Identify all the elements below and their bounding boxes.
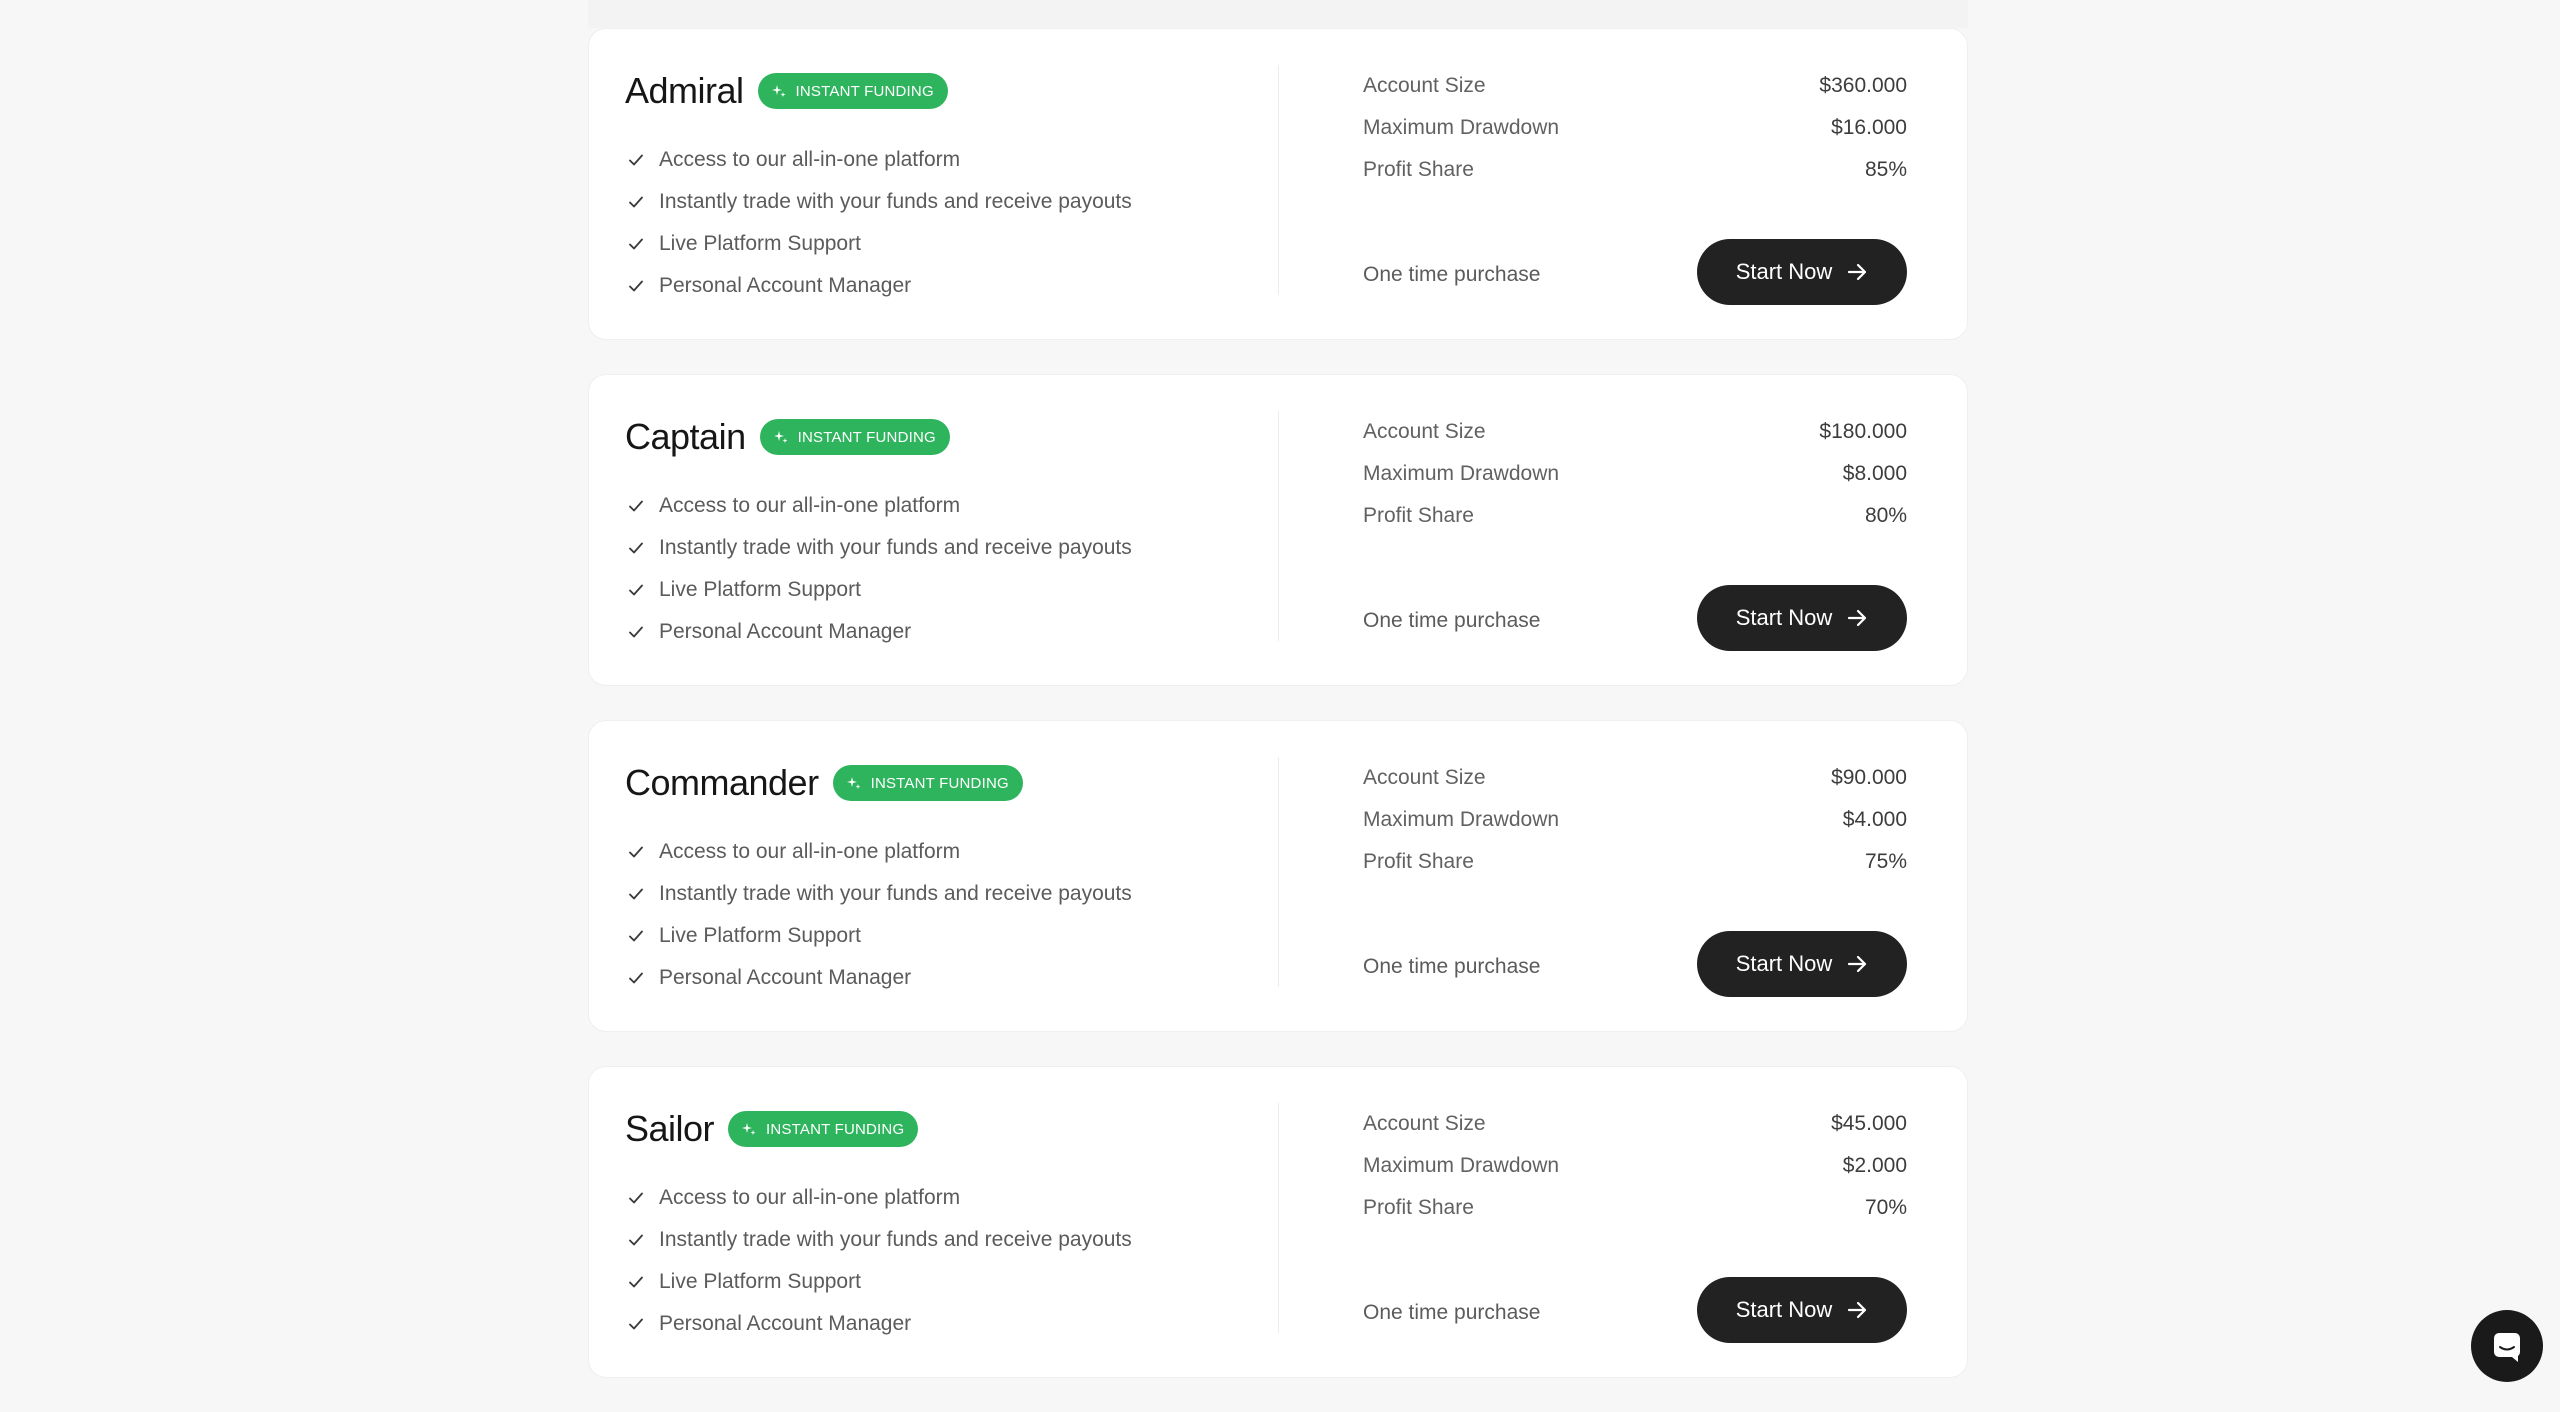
purchase-type: One time purchase bbox=[1363, 263, 1541, 286]
feature-item bbox=[625, 527, 1265, 569]
feature-text: Instantly trade with your funds and receive payouts bbox=[659, 190, 1132, 213]
sparkle-icon bbox=[774, 430, 788, 444]
purchase-type: One time purchase bbox=[1363, 609, 1541, 632]
plan-title-row bbox=[625, 409, 1265, 465]
spec-row-profit-share bbox=[1363, 149, 1907, 191]
check-icon bbox=[627, 1231, 645, 1249]
spec-row-account-size bbox=[1363, 411, 1907, 453]
spec-value: $4.000 bbox=[1842, 808, 1907, 831]
spec-label: Account Size bbox=[1363, 420, 1486, 443]
spec-label: Profit Share bbox=[1363, 850, 1474, 873]
instant-funding-badge bbox=[758, 73, 948, 109]
chat-launcher-button[interactable] bbox=[2471, 1310, 2543, 1382]
start-now-button[interactable] bbox=[1697, 585, 1907, 651]
spec-label: Account Size bbox=[1363, 1112, 1486, 1135]
spec-label: Profit Share bbox=[1363, 1196, 1474, 1219]
plan-info bbox=[625, 63, 1265, 307]
plan-name: Captain bbox=[625, 416, 746, 457]
spec-label: Maximum Drawdown bbox=[1363, 1154, 1560, 1177]
check-icon bbox=[627, 623, 645, 641]
plan-name: Commander bbox=[625, 762, 819, 803]
sparkle-icon bbox=[742, 1122, 756, 1136]
start-now-button[interactable] bbox=[1697, 1277, 1907, 1343]
spec-label: Account Size bbox=[1363, 766, 1486, 789]
feature-item bbox=[625, 831, 1265, 873]
feature-item bbox=[625, 1177, 1265, 1219]
feature-item bbox=[625, 139, 1265, 181]
plan-info bbox=[625, 409, 1265, 653]
check-icon bbox=[627, 1315, 645, 1333]
spec-value: 85% bbox=[1864, 158, 1907, 181]
feature-text: Live Platform Support bbox=[659, 1270, 861, 1293]
plan-info bbox=[625, 755, 1265, 999]
feature-item bbox=[625, 265, 1265, 307]
card-divider bbox=[1278, 411, 1279, 641]
check-icon bbox=[627, 969, 645, 987]
purchase-row bbox=[1363, 1277, 1907, 1343]
feature-text: Access to our all-in-one platform bbox=[659, 1186, 961, 1209]
instant-funding-badge bbox=[833, 765, 1023, 801]
spec-row-max-drawdown bbox=[1363, 453, 1907, 495]
plan-card-captain bbox=[588, 374, 1968, 686]
feature-item bbox=[625, 223, 1265, 265]
spec-row-profit-share bbox=[1363, 1187, 1907, 1229]
plan-name: Admiral bbox=[625, 70, 744, 111]
feature-item bbox=[625, 1219, 1265, 1261]
purchase-row bbox=[1363, 239, 1907, 305]
check-icon bbox=[627, 927, 645, 945]
spec-value: $180.000 bbox=[1819, 420, 1907, 443]
instant-funding-badge bbox=[728, 1111, 918, 1147]
plan-specs bbox=[1363, 757, 1907, 997]
feature-list bbox=[625, 1177, 1265, 1345]
plan-title-row bbox=[625, 63, 1265, 119]
feature-item bbox=[625, 1303, 1265, 1345]
feature-text: Instantly trade with your funds and receive payouts bbox=[659, 882, 1132, 905]
spec-label: Maximum Drawdown bbox=[1363, 808, 1560, 831]
spec-value: $90.000 bbox=[1831, 766, 1907, 789]
spec-label: Profit Share bbox=[1363, 504, 1474, 527]
badge-label: INSTANT FUNDING bbox=[766, 1120, 905, 1138]
instant-funding-badge bbox=[760, 419, 950, 455]
spec-label: Account Size bbox=[1363, 74, 1486, 97]
spec-value: $360.000 bbox=[1819, 74, 1907, 97]
spec-row-max-drawdown bbox=[1363, 107, 1907, 149]
plan-specs bbox=[1363, 411, 1907, 651]
card-divider bbox=[1278, 757, 1279, 987]
arrow-right-icon bbox=[1846, 1299, 1868, 1321]
spec-label: Maximum Drawdown bbox=[1363, 462, 1560, 485]
plan-info bbox=[625, 1101, 1265, 1345]
feature-item bbox=[625, 485, 1265, 527]
button-label: Start Now bbox=[1735, 1297, 1833, 1322]
chat-icon bbox=[2490, 1329, 2524, 1363]
start-now-button[interactable] bbox=[1697, 239, 1907, 305]
start-now-button[interactable] bbox=[1697, 931, 1907, 997]
check-icon bbox=[627, 193, 645, 211]
spec-row-profit-share bbox=[1363, 495, 1907, 537]
spec-row-profit-share bbox=[1363, 841, 1907, 883]
feature-item bbox=[625, 611, 1265, 653]
spec-label: Maximum Drawdown bbox=[1363, 116, 1560, 139]
purchase-type: One time purchase bbox=[1363, 955, 1541, 978]
sparkle-icon bbox=[847, 776, 861, 790]
check-icon bbox=[627, 151, 645, 169]
feature-item bbox=[625, 873, 1265, 915]
check-icon bbox=[627, 843, 645, 861]
feature-list bbox=[625, 831, 1265, 999]
check-icon bbox=[627, 539, 645, 557]
arrow-right-icon bbox=[1846, 607, 1868, 629]
badge-label: INSTANT FUNDING bbox=[870, 774, 1009, 792]
card-divider bbox=[1278, 1103, 1279, 1333]
card-divider bbox=[1278, 65, 1279, 295]
spec-row-account-size bbox=[1363, 65, 1907, 107]
spec-value: $45.000 bbox=[1831, 1112, 1907, 1135]
plan-title-row bbox=[625, 1101, 1265, 1157]
arrow-right-icon bbox=[1846, 953, 1868, 975]
button-label: Start Now bbox=[1735, 605, 1833, 630]
spec-row-account-size bbox=[1363, 757, 1907, 799]
plan-list bbox=[588, 28, 1968, 1412]
check-icon bbox=[627, 235, 645, 253]
button-label: Start Now bbox=[1735, 951, 1833, 976]
spec-row-account-size bbox=[1363, 1103, 1907, 1145]
spec-label: Profit Share bbox=[1363, 158, 1474, 181]
feature-text: Live Platform Support bbox=[659, 924, 861, 947]
plan-name: Sailor bbox=[625, 1108, 715, 1149]
check-icon bbox=[627, 497, 645, 515]
check-icon bbox=[627, 277, 645, 295]
check-icon bbox=[627, 1273, 645, 1291]
check-icon bbox=[627, 885, 645, 903]
feature-text: Personal Account Manager bbox=[659, 620, 912, 643]
spec-value: $8.000 bbox=[1842, 462, 1907, 485]
badge-label: INSTANT FUNDING bbox=[795, 82, 934, 100]
check-icon bbox=[627, 1189, 645, 1207]
sparkle-icon bbox=[772, 84, 786, 98]
plan-specs bbox=[1363, 1103, 1907, 1343]
feature-item bbox=[625, 181, 1265, 223]
feature-item bbox=[625, 1261, 1265, 1303]
spec-row-max-drawdown bbox=[1363, 1145, 1907, 1187]
feature-text: Access to our all-in-one platform bbox=[659, 148, 961, 171]
spec-value: $16.000 bbox=[1831, 116, 1907, 139]
spec-value: 70% bbox=[1864, 1196, 1907, 1219]
spec-row-max-drawdown bbox=[1363, 799, 1907, 841]
button-label: Start Now bbox=[1735, 259, 1833, 284]
feature-text: Personal Account Manager bbox=[659, 1312, 912, 1335]
feature-text: Personal Account Manager bbox=[659, 966, 912, 989]
feature-text: Instantly trade with your funds and receive payouts bbox=[659, 1228, 1132, 1251]
feature-item bbox=[625, 915, 1265, 957]
plan-card-commander bbox=[588, 720, 1968, 1032]
plan-specs bbox=[1363, 65, 1907, 305]
feature-text: Access to our all-in-one platform bbox=[659, 494, 961, 517]
plan-card-sailor bbox=[588, 1066, 1968, 1378]
purchase-row bbox=[1363, 931, 1907, 997]
plan-card-admiral bbox=[588, 28, 1968, 340]
arrow-right-icon bbox=[1846, 261, 1868, 283]
feature-text: Live Platform Support bbox=[659, 232, 861, 255]
spec-value: $2.000 bbox=[1842, 1154, 1907, 1177]
purchase-row bbox=[1363, 585, 1907, 651]
feature-list bbox=[625, 485, 1265, 653]
feature-text: Access to our all-in-one platform bbox=[659, 840, 961, 863]
spec-value: 80% bbox=[1864, 504, 1907, 527]
previous-section-edge bbox=[588, 0, 1968, 28]
purchase-type: One time purchase bbox=[1363, 1301, 1541, 1324]
feature-list bbox=[625, 139, 1265, 307]
feature-text: Personal Account Manager bbox=[659, 274, 912, 297]
badge-label: INSTANT FUNDING bbox=[797, 428, 936, 446]
feature-text: Live Platform Support bbox=[659, 578, 861, 601]
feature-item bbox=[625, 569, 1265, 611]
feature-item bbox=[625, 957, 1265, 999]
feature-text: Instantly trade with your funds and receive payouts bbox=[659, 536, 1132, 559]
spec-value: 75% bbox=[1864, 850, 1907, 873]
check-icon bbox=[627, 581, 645, 599]
plan-title-row bbox=[625, 755, 1265, 811]
